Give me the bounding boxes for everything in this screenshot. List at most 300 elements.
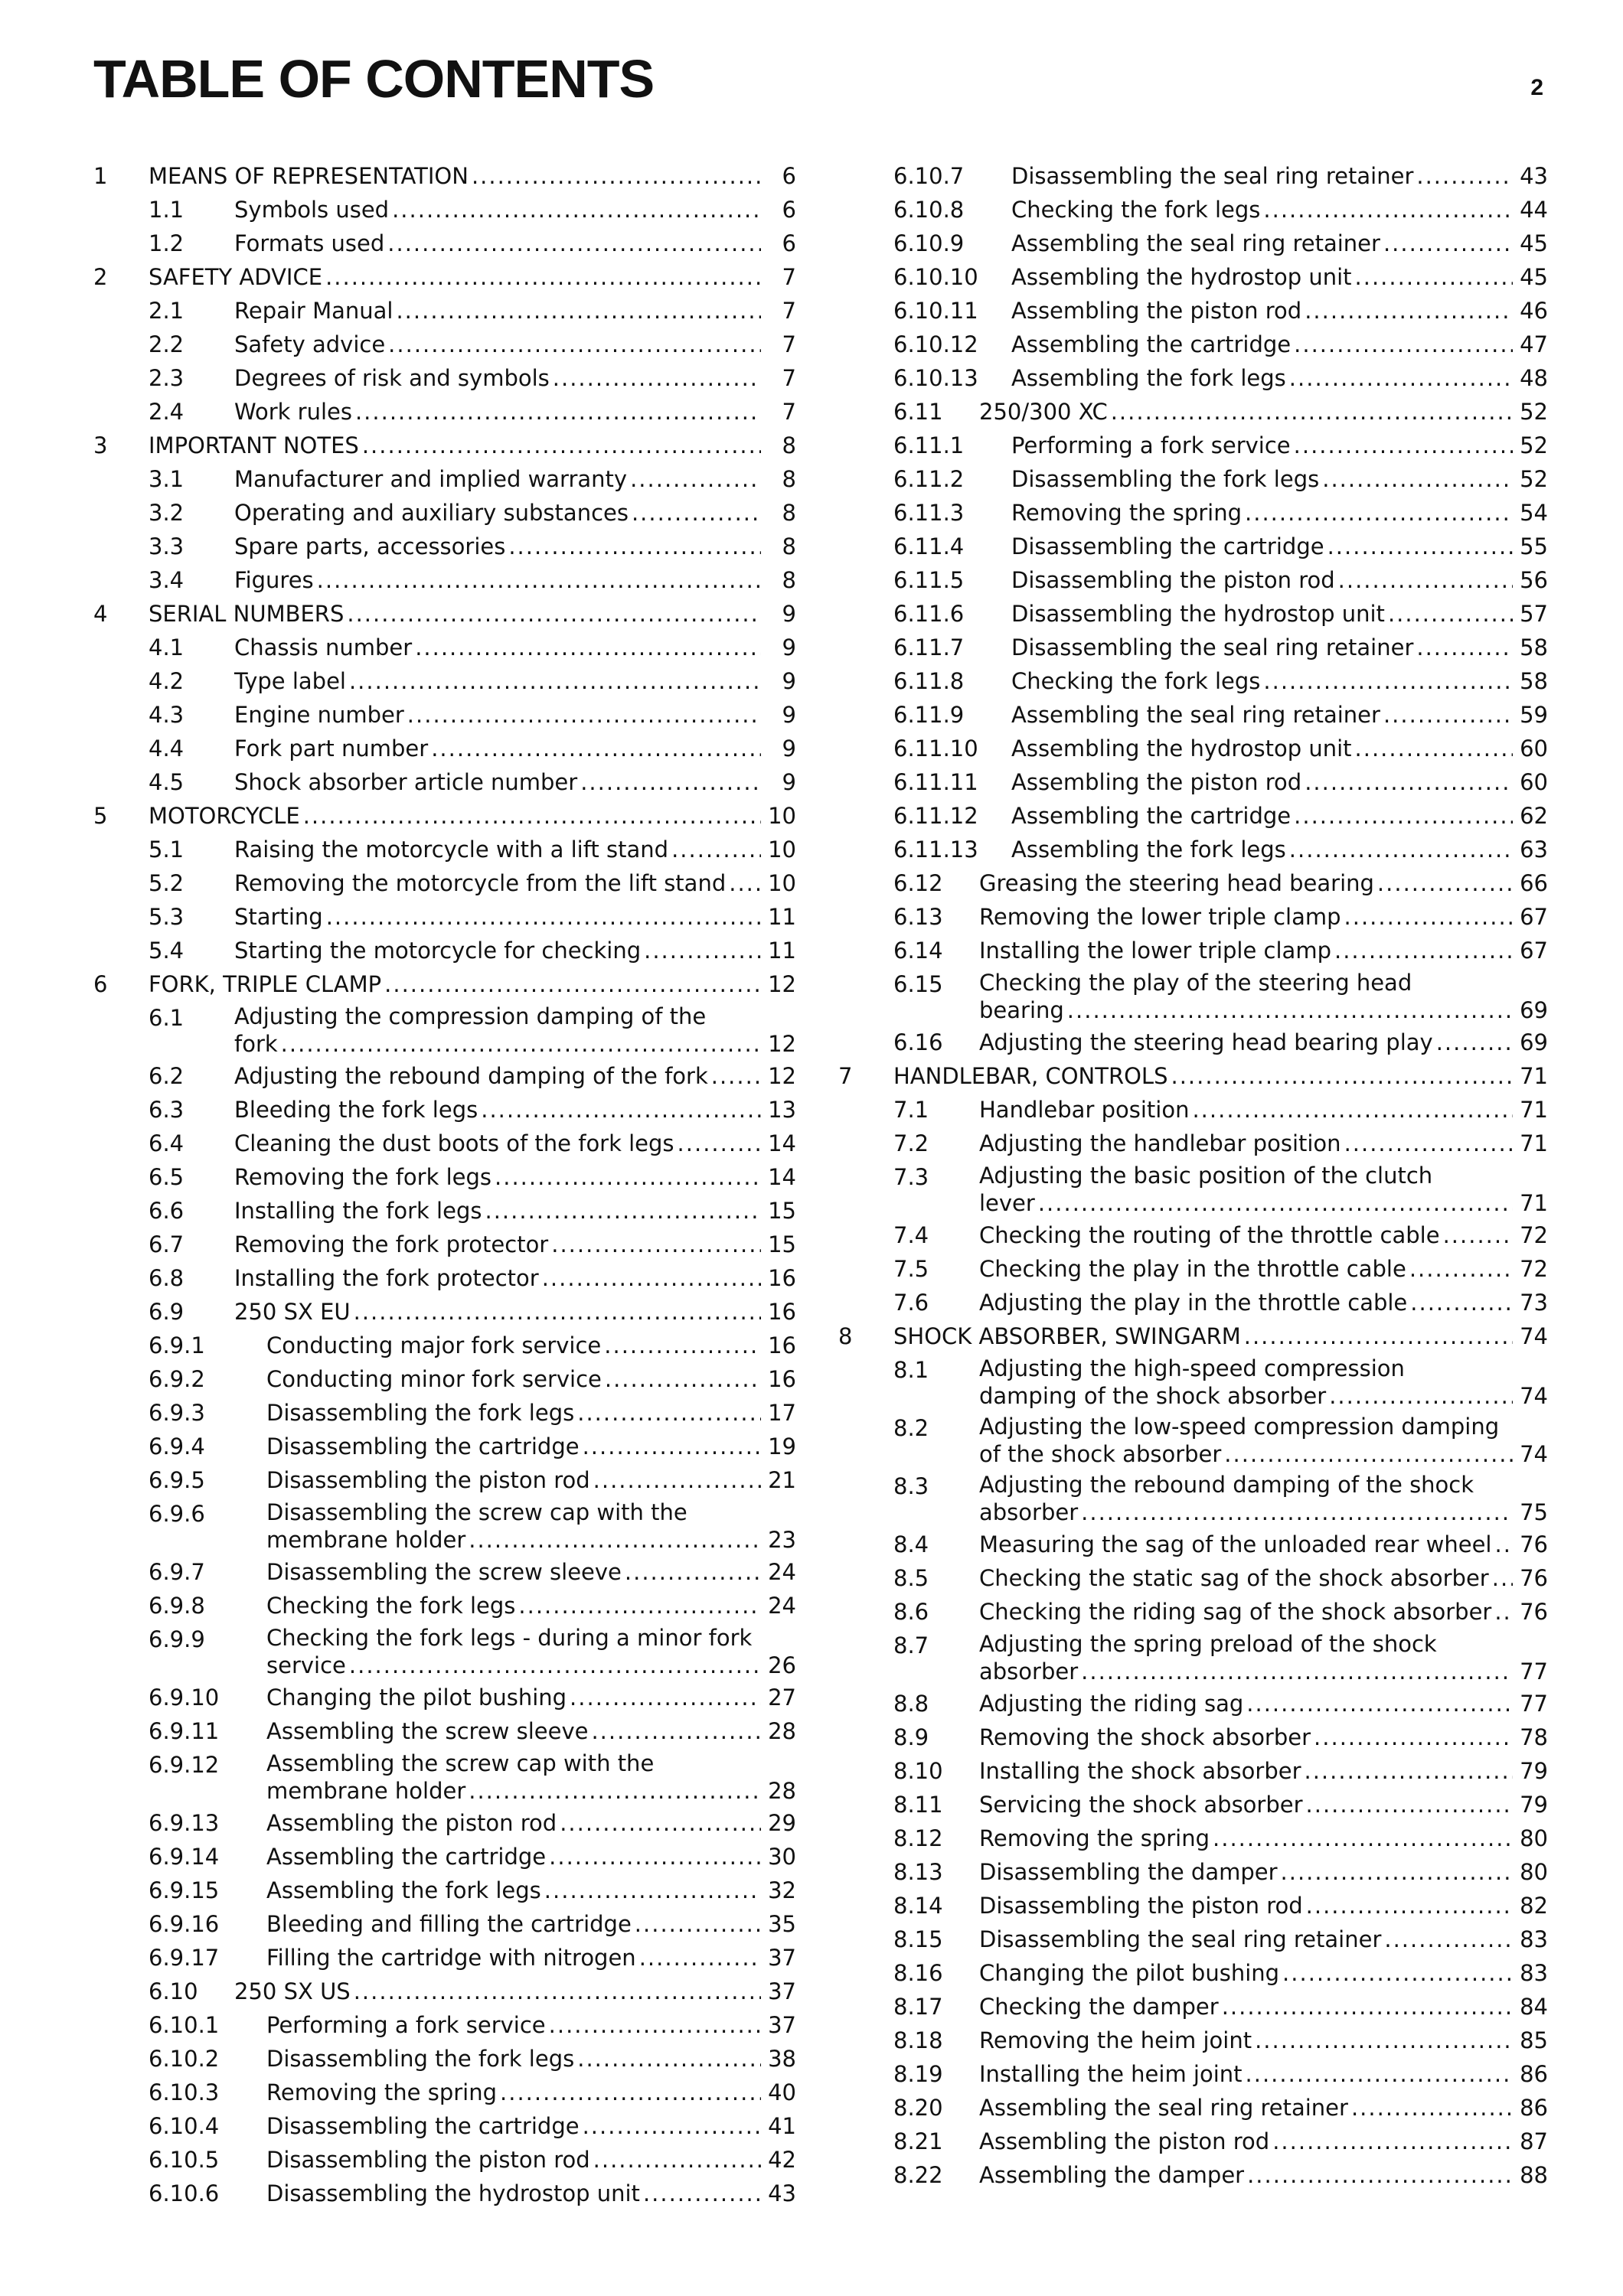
toc-entry-title: Disassembling the damper: [979, 1859, 1278, 1885]
toc-entry-page: 74: [1520, 1441, 1548, 1467]
toc-entry[interactable]: [93, 1623, 796, 1681]
dot-leader: [303, 799, 761, 833]
toc-entry-title: MOTORCYCLE: [149, 803, 300, 829]
toc-entry-title: 250 SX EU: [234, 1299, 351, 1325]
toc-entry-title: Disassembling the seal ring retainer: [979, 1926, 1382, 1952]
toc-entry-page: 46: [1520, 298, 1548, 324]
toc-entry-page: 77: [1520, 1658, 1548, 1684]
toc-entry-page: 71: [1520, 1063, 1548, 1089]
toc-entry-title: Type label: [234, 668, 346, 694]
toc-entry-title: Assembling the piston rod: [1011, 769, 1302, 795]
toc-entry-title: MEANS OF REPRESENTATION: [149, 163, 469, 189]
toc-entry-page: 83: [1520, 1960, 1548, 1986]
toc-entry[interactable]: [93, 1194, 796, 1228]
dot-leader: [1416, 631, 1513, 664]
dot-leader: [1263, 664, 1513, 698]
dot-leader: [580, 765, 761, 799]
toc-entry[interactable]: [838, 2024, 1548, 2057]
dot-leader: [387, 227, 761, 260]
toc-column-left: [93, 159, 796, 2210]
toc-entry-number: 6.11.2: [893, 466, 965, 492]
dot-leader: [384, 967, 761, 1001]
toc-entry[interactable]: [838, 2125, 1548, 2158]
toc-entry-number: 8.19: [893, 2061, 943, 2087]
toc-entry-number: 8.17: [893, 1994, 943, 2020]
toc-entry[interactable]: [93, 1396, 796, 1430]
dot-leader: [551, 1228, 761, 1261]
toc-entry-page: 43: [768, 2180, 796, 2206]
toc-entry-title: Disassembling the seal ring retainer: [1011, 163, 1414, 189]
toc-entry-page: 7: [782, 365, 796, 391]
toc-entry-number: 6.10.1: [149, 2012, 220, 2038]
dot-leader: [407, 698, 761, 732]
toc-entry[interactable]: [838, 1286, 1548, 1319]
toc-entry-title-continued: absorber: [979, 1499, 1079, 1525]
dot-leader: [1377, 866, 1513, 900]
toc-entry-number: 3.1: [149, 466, 185, 492]
dot-leader: [1344, 1127, 1513, 1160]
toc-entry[interactable]: [93, 1874, 796, 1907]
toc-entry-title: Checking the play in the throttle cable: [979, 1256, 1406, 1282]
dot-leader: [593, 2143, 761, 2177]
toc-entry-title: Checking the fork legs - during a minor fork: [266, 1625, 753, 1651]
dot-leader: [711, 1059, 761, 1093]
toc-entry[interactable]: [838, 1754, 1548, 1788]
toc-entry-number: 8: [838, 1323, 853, 1349]
toc-entry[interactable]: [93, 799, 796, 833]
toc-entry-title: Disassembling the screw cap with the: [266, 1499, 687, 1525]
toc-entry-number: 1: [93, 163, 108, 189]
toc-entry[interactable]: [838, 2158, 1548, 2192]
toc-entry[interactable]: [838, 1990, 1548, 2024]
toc-entry[interactable]: [93, 1001, 796, 1059]
toc-entry-title-continued: damping of the shock absorber: [979, 1383, 1327, 1409]
dot-leader: [1245, 496, 1513, 530]
toc-entry-title: Disassembling the fork legs: [266, 2046, 575, 2072]
toc-entry[interactable]: [93, 395, 796, 429]
toc-entry-page: 59: [1520, 702, 1548, 728]
dot-leader: [1314, 1720, 1513, 1754]
toc-entry[interactable]: [93, 866, 796, 900]
dot-leader: [431, 732, 761, 765]
toc-entry[interactable]: [93, 1840, 796, 1874]
dot-leader: [1306, 1889, 1513, 1923]
toc-entry[interactable]: [838, 1889, 1548, 1923]
dot-leader: [1443, 1218, 1513, 1252]
dot-leader: [472, 159, 761, 193]
toc-entry-title: Checking the play of the steering head: [979, 970, 1412, 996]
toc-entry-page: 72: [1520, 1256, 1548, 1282]
toc-entry-page: 9: [782, 769, 796, 795]
toc-entry-title: Checking the fork legs: [1011, 668, 1261, 694]
toc-entry-number: 8.12: [893, 1825, 943, 1851]
dot-leader: [1329, 1381, 1513, 1411]
toc-entry-title: Adjusting the steering head bearing play: [979, 1029, 1433, 1055]
toc-entry[interactable]: [838, 1720, 1548, 1754]
dot-leader: [1213, 1821, 1513, 1855]
toc-entry-number: 6.10.3: [149, 2079, 220, 2105]
toc-entry[interactable]: [93, 698, 796, 732]
toc-entry-number: 6.9: [149, 1299, 185, 1325]
toc-entry[interactable]: [93, 1589, 796, 1623]
toc-entry-page: 13: [768, 1097, 796, 1123]
toc-entry-number: 6.10.6: [149, 2180, 220, 2206]
toc-entry-page: 73: [1520, 1290, 1548, 1316]
toc-entry[interactable]: [93, 328, 796, 361]
toc-entry-page: 56: [1520, 567, 1548, 593]
toc-entry-page: 9: [782, 601, 796, 627]
dot-leader: [1495, 1528, 1514, 1561]
toc-entry[interactable]: [93, 1127, 796, 1160]
toc-entry-page: 9: [782, 634, 796, 660]
toc-entry[interactable]: [838, 1561, 1548, 1595]
toc-entry-number: 5: [93, 803, 108, 829]
toc-entry-title: Removing the shock absorber: [979, 1724, 1311, 1750]
toc-entry[interactable]: [838, 1411, 1548, 1469]
toc-entry[interactable]: [838, 193, 1548, 227]
toc-entry-number: 6.11.6: [893, 601, 965, 627]
toc-entry-title: Adjusting the basic position of the clutch: [979, 1163, 1433, 1189]
toc-entry-page: 7: [782, 399, 796, 425]
toc-entry[interactable]: [838, 294, 1548, 328]
toc-entry[interactable]: [93, 2177, 796, 2210]
toc-entry[interactable]: [838, 597, 1548, 631]
toc-entry[interactable]: [838, 631, 1548, 664]
toc-entry-title: Assembling the hydrostop unit: [1011, 735, 1352, 762]
toc-entry[interactable]: [93, 1362, 796, 1396]
toc-entry[interactable]: [93, 1329, 796, 1362]
dot-leader: [469, 1525, 761, 1555]
toc-entry-title: Checking the riding sag of the shock absorber: [979, 1599, 1492, 1625]
dot-leader: [1247, 2158, 1513, 2192]
toc-entry[interactable]: [93, 1228, 796, 1261]
toc-entry-number: 4.4: [149, 735, 185, 762]
toc-entry-number: 8.4: [893, 1531, 929, 1557]
toc-entry[interactable]: [838, 1855, 1548, 1889]
toc-entry-number: 6.9.5: [149, 1467, 205, 1493]
toc-entry-title: Operating and auxiliary substances: [234, 500, 629, 526]
dot-leader: [1294, 429, 1513, 462]
dot-leader: [577, 1396, 761, 1430]
toc-entry[interactable]: [93, 429, 796, 462]
toc-entry-number: 4.2: [149, 668, 185, 694]
toc-entry[interactable]: [838, 1595, 1548, 1629]
toc-entry[interactable]: [93, 934, 796, 967]
toc-entry[interactable]: [93, 1555, 796, 1589]
toc-entry-title: Starting the motorcycle for checking: [234, 938, 642, 964]
toc-entry-title: Repair Manual: [234, 298, 394, 324]
toc-entry-page: 7: [782, 264, 796, 290]
toc-entry-page: 43: [1520, 163, 1548, 189]
toc-entry[interactable]: [93, 1681, 796, 1714]
toc-entry-page: 88: [1520, 2162, 1548, 2188]
toc-entry[interactable]: [93, 900, 796, 934]
toc-entry[interactable]: [838, 260, 1548, 294]
toc-entry-title: Assembling the seal ring retainer: [1011, 230, 1380, 256]
toc-entry[interactable]: [93, 496, 796, 530]
toc-entry[interactable]: [838, 1923, 1548, 1956]
dot-leader: [1081, 1497, 1513, 1528]
toc-entry[interactable]: [93, 833, 796, 866]
dot-leader: [1355, 260, 1513, 294]
toc-entry-title: Assembling the cartridge: [266, 1844, 547, 1870]
toc-entry-number: 6.4: [149, 1130, 185, 1156]
toc-entry-title: Disassembling the piston rod: [266, 2147, 590, 2173]
toc-entry[interactable]: [838, 462, 1548, 496]
toc-entry[interactable]: [838, 1252, 1548, 1286]
toc-entry-title: Removing the fork protector: [234, 1231, 549, 1257]
toc-entry[interactable]: [838, 934, 1548, 967]
toc-entry[interactable]: [838, 967, 1548, 1026]
toc-entry-title: Installing the heim joint: [979, 2061, 1243, 2087]
dot-leader: [1383, 698, 1513, 732]
toc-entry[interactable]: [838, 1956, 1548, 1990]
toc-entry[interactable]: [93, 227, 796, 260]
dot-leader: [1192, 1093, 1513, 1127]
toc-entry-title: Assembling the seal ring retainer: [979, 2095, 1348, 2121]
toc-entry[interactable]: [93, 765, 796, 799]
toc-entry-page: 19: [768, 1433, 796, 1459]
toc-entry-number: 8.10: [893, 1758, 943, 1784]
toc-entry-number: 6.9.10: [149, 1684, 220, 1711]
dot-leader: [583, 2109, 761, 2143]
toc-entry-title-continued: membrane holder: [266, 1527, 466, 1553]
toc-entry[interactable]: [838, 227, 1548, 260]
toc-entry[interactable]: [838, 1218, 1548, 1252]
toc-entry-title: Disassembling the fork legs: [1011, 466, 1320, 492]
toc-entry[interactable]: [838, 1093, 1548, 1127]
toc-entry-number: 5.3: [149, 904, 185, 930]
toc-entry[interactable]: [93, 159, 796, 193]
toc-entry[interactable]: [838, 1788, 1548, 1821]
toc-entry-page: 9: [782, 668, 796, 694]
toc-entry-page: 45: [1520, 264, 1548, 290]
dot-leader: [549, 1840, 761, 1874]
toc-entry[interactable]: [93, 2076, 796, 2109]
dot-leader: [678, 1127, 761, 1160]
toc-entry-page: 86: [1520, 2095, 1548, 2121]
toc-entry[interactable]: [838, 361, 1548, 395]
toc-entry[interactable]: [93, 462, 796, 496]
toc-entry[interactable]: [838, 799, 1548, 833]
dot-leader: [1416, 159, 1513, 193]
toc-entry-title: Disassembling the piston rod: [1011, 567, 1335, 593]
toc-entry[interactable]: [93, 2042, 796, 2076]
toc-entry-number: 6.11.8: [893, 668, 965, 694]
toc-entry-title: Removing the spring: [266, 2079, 498, 2105]
toc-entry[interactable]: [838, 530, 1548, 563]
dot-leader: [1305, 294, 1513, 328]
dot-leader: [1327, 530, 1513, 563]
toc-entry-page: 87: [1520, 2128, 1548, 2154]
toc-entry[interactable]: [838, 866, 1548, 900]
toc-entry[interactable]: [93, 530, 796, 563]
toc-entry[interactable]: [838, 395, 1548, 429]
dot-leader: [1282, 1956, 1513, 1990]
toc-entry-title: IMPORTANT NOTES: [149, 432, 359, 458]
toc-entry[interactable]: [838, 1528, 1548, 1561]
toc-entry[interactable]: [838, 1687, 1548, 1720]
toc-entry-number: 6.12: [893, 870, 943, 896]
toc-entry[interactable]: [93, 1160, 796, 1194]
toc-entry-title: Disassembling the cartridge: [266, 2113, 580, 2139]
toc-entry-title: SHOCK ABSORBER, SWINGARM: [893, 1323, 1241, 1349]
toc-entry-page: 8: [782, 432, 796, 458]
page-title: TABLE OF CONTENTS: [93, 49, 655, 109]
toc-entry[interactable]: [838, 563, 1548, 597]
toc-entry[interactable]: [93, 294, 796, 328]
toc-entry[interactable]: [838, 1469, 1548, 1528]
toc-entry[interactable]: [838, 664, 1548, 698]
dot-leader: [549, 2008, 761, 2042]
toc-entry-page: 16: [768, 1366, 796, 1392]
toc-entry-page: 71: [1520, 1097, 1548, 1123]
dot-leader: [388, 328, 761, 361]
toc-entry[interactable]: [93, 1806, 796, 1840]
toc-entry-number: 7: [838, 1063, 853, 1089]
toc-entry[interactable]: [93, 1975, 796, 2008]
toc-entry-title: FORK, TRIPLE CLAMP: [149, 971, 382, 997]
dot-leader: [1289, 833, 1513, 866]
toc-entry-number: 7.6: [893, 1290, 929, 1316]
toc-entry[interactable]: [838, 1821, 1548, 1855]
toc-entry-number: 6.16: [893, 1029, 943, 1055]
toc-entry[interactable]: [838, 732, 1548, 765]
toc-entry[interactable]: [93, 361, 796, 395]
toc-entry-number: 6.11.13: [893, 837, 978, 863]
toc-entry[interactable]: [838, 1353, 1548, 1411]
toc-entry[interactable]: [838, 698, 1548, 732]
dot-leader: [325, 260, 761, 294]
toc-entry[interactable]: [93, 1295, 796, 1329]
toc-entry-page: 66: [1520, 870, 1548, 896]
toc-entry-title: Figures: [234, 567, 314, 593]
toc-entry[interactable]: [838, 1127, 1548, 1160]
toc-entry-page: 85: [1520, 2027, 1548, 2053]
dot-leader: [1388, 597, 1513, 631]
toc-entry-page: 29: [768, 1810, 796, 1836]
toc-entry[interactable]: [93, 1497, 796, 1555]
toc-entry[interactable]: [838, 2091, 1548, 2125]
toc-entry[interactable]: [838, 833, 1548, 866]
toc-entry-page: 24: [768, 1559, 796, 1585]
toc-entry[interactable]: [838, 1319, 1548, 1353]
toc-entry[interactable]: [838, 159, 1548, 193]
toc-entry[interactable]: [838, 429, 1548, 462]
dot-leader: [1409, 1252, 1513, 1286]
toc-entry[interactable]: [93, 631, 796, 664]
toc-entry-page: 8: [782, 500, 796, 526]
toc-entry-page: 9: [782, 735, 796, 762]
toc-entry-number: 8.1: [893, 1357, 929, 1383]
toc-entry-page: 15: [768, 1231, 796, 1257]
toc-entry-title: Filling the cartridge with nitrogen: [266, 1945, 636, 1971]
toc-entry-number: 6.10.7: [893, 163, 965, 189]
toc-entry[interactable]: [838, 1629, 1548, 1687]
toc-entry-number: 7.1: [893, 1097, 929, 1123]
toc-entry[interactable]: [93, 1430, 796, 1463]
toc-entry[interactable]: [93, 2143, 796, 2177]
toc-entry-number: 4: [93, 601, 108, 627]
toc-entry-page: 48: [1520, 365, 1548, 391]
toc-entry[interactable]: [93, 2109, 796, 2143]
toc-entry[interactable]: [93, 664, 796, 698]
toc-entry-page: 62: [1520, 803, 1548, 829]
toc-entry-title: Assembling the fork legs: [1011, 365, 1286, 391]
toc-entry-title: Measuring the sag of the unloaded rear wheel: [979, 1531, 1492, 1557]
dot-leader: [1038, 1188, 1513, 1218]
toc-entry[interactable]: [93, 967, 796, 1001]
toc-entry[interactable]: [838, 1160, 1548, 1218]
dot-leader: [591, 1714, 761, 1748]
toc-entry[interactable]: [838, 1059, 1548, 1093]
toc-entry[interactable]: [93, 1093, 796, 1127]
dot-leader: [1305, 765, 1513, 799]
dot-leader: [347, 597, 761, 631]
toc-entry[interactable]: [93, 260, 796, 294]
dot-leader: [625, 1555, 761, 1589]
toc-entry-number: 8.16: [893, 1960, 943, 1986]
toc-entry[interactable]: [838, 1026, 1548, 1059]
page-number: 2: [1530, 75, 1543, 100]
toc-entry-title: Assembling the hydrostop unit: [1011, 264, 1352, 290]
toc-entry-number: 7.4: [893, 1222, 929, 1248]
toc-entry[interactable]: [93, 1463, 796, 1497]
dot-leader: [1355, 732, 1513, 765]
toc-entry-page: 67: [1520, 938, 1548, 964]
toc-entry[interactable]: [93, 193, 796, 227]
toc-entry[interactable]: [93, 2008, 796, 2042]
toc-entry-title-continued: membrane holder: [266, 1778, 466, 1804]
toc-entry[interactable]: [838, 328, 1548, 361]
toc-entry-title: Adjusting the compression damping of the: [234, 1003, 707, 1029]
toc-entry-page: 63: [1520, 837, 1548, 863]
toc-entry-title: 250/300 XC: [979, 399, 1108, 425]
toc-entry[interactable]: [93, 563, 796, 597]
toc-entry[interactable]: [838, 900, 1548, 934]
toc-entry-number: 6.11.5: [893, 567, 965, 593]
toc-entry[interactable]: [93, 1714, 796, 1748]
toc-entry-title: Disassembling the hydrostop unit: [1011, 601, 1385, 627]
dot-leader: [354, 1295, 761, 1329]
toc-entry-title: Shock absorber article number: [234, 769, 578, 795]
toc-entry[interactable]: [93, 732, 796, 765]
toc-entry-page: 27: [768, 1684, 796, 1711]
toc-entry-number: 6.10: [149, 1978, 198, 2004]
toc-entry[interactable]: [93, 1748, 796, 1806]
toc-entry[interactable]: [838, 2057, 1548, 2091]
dot-leader: [1384, 1923, 1513, 1956]
toc-entry[interactable]: [93, 1261, 796, 1295]
toc-entry[interactable]: [93, 597, 796, 631]
toc-entry-number: 6.11.3: [893, 500, 965, 526]
toc-entry-number: 8.6: [893, 1599, 929, 1625]
toc-entry[interactable]: [93, 1907, 796, 1941]
toc-entry[interactable]: [838, 496, 1548, 530]
dot-leader: [583, 1430, 761, 1463]
toc-entry-number: 3.2: [149, 500, 185, 526]
toc-entry[interactable]: [93, 1059, 796, 1093]
toc-entry-title: Checking the fork legs: [1011, 197, 1261, 223]
toc-entry-number: 6.6: [149, 1198, 185, 1224]
toc-entry-page: 76: [1520, 1565, 1548, 1591]
toc-entry-page: 11: [768, 904, 796, 930]
toc-entry-number: 8.3: [893, 1473, 929, 1499]
toc-entry-title: Degrees of risk and symbols: [234, 365, 550, 391]
toc-entry[interactable]: [93, 1941, 796, 1975]
toc-entry[interactable]: [838, 765, 1548, 799]
toc-entry-page: 10: [768, 870, 796, 896]
